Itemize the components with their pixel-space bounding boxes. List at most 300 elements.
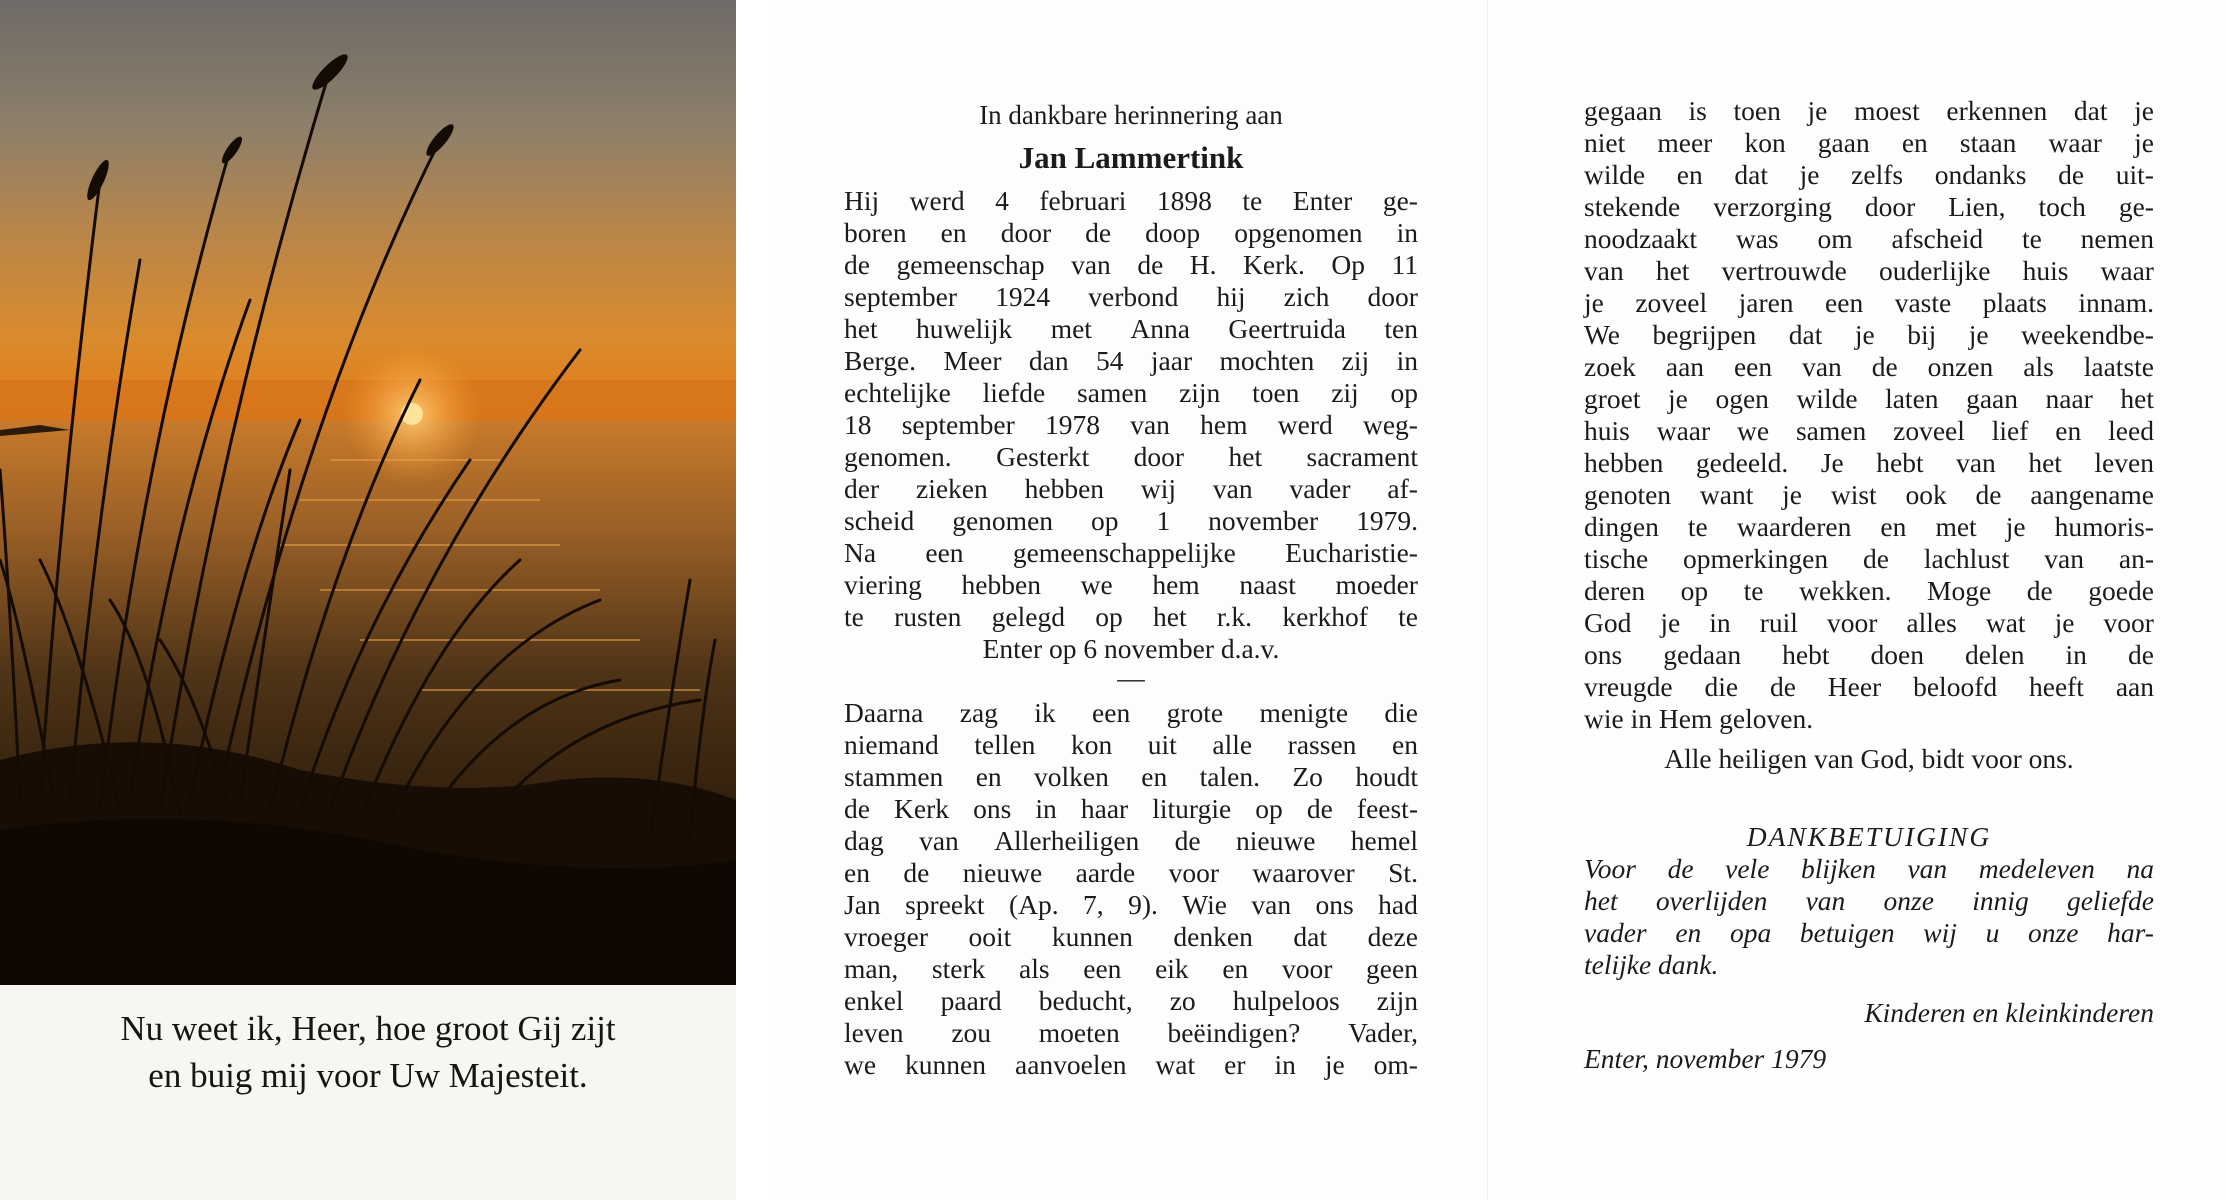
text-line bbox=[844, 569, 1418, 601]
word: lief bbox=[1991, 415, 2029, 446]
word: Berge. bbox=[844, 345, 917, 376]
word: in bbox=[1396, 217, 1418, 248]
text-line bbox=[844, 793, 1418, 825]
text-line bbox=[1584, 639, 2154, 671]
word: hebt bbox=[1876, 447, 1924, 478]
word: van bbox=[1956, 447, 1996, 478]
text-line bbox=[844, 921, 1418, 953]
text-line bbox=[1584, 127, 2154, 159]
word: in bbox=[2065, 639, 2087, 670]
word: har- bbox=[2107, 917, 2154, 948]
word: enkel bbox=[844, 985, 904, 1016]
word: Na bbox=[844, 537, 877, 568]
text-line bbox=[844, 1017, 1418, 1049]
text-line bbox=[844, 825, 1418, 857]
word: ge- bbox=[2118, 191, 2154, 222]
word: je bbox=[1854, 319, 1875, 350]
word: kon bbox=[1070, 729, 1113, 760]
word: door bbox=[1133, 441, 1185, 472]
word: waarderen bbox=[1736, 511, 1852, 542]
word: scheid bbox=[844, 505, 915, 536]
word: vele bbox=[1725, 853, 1770, 884]
word: na bbox=[2126, 853, 2154, 884]
word: deren bbox=[1584, 575, 1646, 606]
word: de bbox=[1863, 543, 1889, 574]
word: feest- bbox=[1356, 793, 1418, 824]
word: waar bbox=[2048, 127, 2102, 158]
word: wat bbox=[1985, 607, 2026, 638]
word: waar bbox=[2100, 255, 2154, 286]
word: delen bbox=[1964, 639, 2025, 670]
word: op bbox=[1090, 505, 1119, 536]
text-line bbox=[1584, 287, 2154, 319]
place-date: Enter, november 1979 bbox=[1584, 1043, 1827, 1074]
text-line bbox=[844, 1049, 1418, 1081]
word: Enter bbox=[1292, 185, 1353, 216]
text-line bbox=[1584, 95, 2154, 127]
word: te bbox=[844, 601, 864, 632]
word: van bbox=[1805, 885, 1846, 916]
word: kon bbox=[1744, 127, 1786, 158]
word: lachlust bbox=[1923, 543, 2010, 574]
word: alles bbox=[1906, 607, 1957, 638]
biography-end: Enter op 6 november d.a.v. bbox=[982, 633, 1280, 664]
word: en bbox=[940, 217, 967, 248]
word: zoek bbox=[1584, 351, 1636, 382]
word: gedeeld. bbox=[1695, 447, 1789, 478]
word: de bbox=[844, 249, 870, 280]
word: Geertruida bbox=[1228, 313, 1346, 344]
word: sterk bbox=[931, 953, 986, 984]
word: 9). bbox=[1128, 889, 1158, 920]
word: aan bbox=[1665, 351, 1705, 382]
word: zelfs bbox=[1851, 159, 1904, 190]
word: jaar bbox=[1150, 345, 1193, 376]
word: november bbox=[1208, 505, 1319, 536]
word: opgenomen bbox=[1234, 217, 1363, 248]
word: met bbox=[1050, 313, 1092, 344]
word: je bbox=[1668, 383, 1688, 414]
word: die bbox=[1384, 697, 1418, 728]
signature: Kinderen en kleinkinderen bbox=[1864, 997, 2154, 1028]
word: toen bbox=[1733, 95, 1781, 126]
word: wist bbox=[1830, 479, 1877, 510]
word: september bbox=[901, 409, 1015, 440]
text-line bbox=[844, 953, 1418, 985]
word: van bbox=[1212, 473, 1253, 504]
word: dag bbox=[844, 825, 884, 856]
word: dat bbox=[1788, 319, 1823, 350]
word: echtelijke bbox=[844, 377, 951, 408]
word: doen bbox=[1870, 639, 1924, 670]
word: hem bbox=[1152, 569, 1200, 600]
word: naast bbox=[1239, 569, 1296, 600]
word: het bbox=[2028, 447, 2062, 478]
reflection-end: wie in Hem geloven. bbox=[1584, 703, 1814, 734]
word: laten bbox=[1885, 383, 1939, 414]
word: je bbox=[2005, 511, 2026, 542]
word: hebben bbox=[1024, 473, 1105, 504]
text-line bbox=[844, 313, 1418, 345]
word: weekendbe- bbox=[2021, 319, 2154, 350]
word: van bbox=[919, 825, 959, 856]
word: kunnen bbox=[905, 1049, 987, 1080]
word: ruil bbox=[1759, 607, 1798, 638]
word: Op bbox=[1331, 249, 1366, 280]
word: niet bbox=[1584, 127, 1626, 158]
word: het bbox=[1584, 885, 1618, 916]
word: nieuwe bbox=[962, 857, 1043, 888]
word: samen bbox=[1795, 415, 1867, 446]
word: menigte bbox=[1259, 697, 1349, 728]
word: voor bbox=[1826, 607, 1878, 638]
word: H. bbox=[1189, 249, 1217, 280]
word: rassen bbox=[1287, 729, 1357, 760]
word: an- bbox=[2118, 543, 2154, 574]
word: Lien, bbox=[1948, 191, 2006, 222]
word: te bbox=[2021, 223, 2042, 254]
word: vertrouwde bbox=[1721, 255, 1847, 286]
word: genomen bbox=[952, 505, 1054, 536]
word: die bbox=[1704, 671, 1739, 702]
word: je bbox=[1968, 319, 1989, 350]
word: We bbox=[1584, 319, 1620, 350]
text-line bbox=[1584, 383, 2154, 415]
word: ook bbox=[1905, 479, 1947, 510]
word: deze bbox=[1367, 921, 1418, 952]
word: aarde bbox=[1075, 857, 1136, 888]
word: aan bbox=[2115, 671, 2154, 702]
word: rusten bbox=[894, 601, 962, 632]
word: en bbox=[975, 761, 1002, 792]
word: u bbox=[1985, 917, 2000, 948]
word: hem bbox=[1200, 409, 1248, 440]
text-line bbox=[844, 985, 1418, 1017]
text-line bbox=[844, 249, 1418, 281]
word: als bbox=[2023, 351, 2054, 382]
word: zijn bbox=[1179, 377, 1221, 408]
text-line bbox=[1584, 917, 2154, 949]
word: zij bbox=[1341, 345, 1370, 376]
word: met bbox=[1935, 511, 1977, 542]
word: blijken bbox=[1801, 853, 1876, 884]
word: liturgie bbox=[1152, 793, 1232, 824]
word: als bbox=[1019, 953, 1050, 984]
word: gelegd bbox=[991, 601, 1065, 632]
word: en bbox=[1676, 159, 1703, 190]
word: geen bbox=[1366, 953, 1418, 984]
word: de bbox=[1174, 825, 1201, 856]
word: 4 bbox=[995, 185, 1009, 216]
text-line bbox=[844, 729, 1418, 761]
word: gemeenschappelijke bbox=[1012, 537, 1236, 568]
word: zo bbox=[1169, 985, 1196, 1016]
word: 11 bbox=[1391, 249, 1418, 280]
word: Daarna bbox=[844, 697, 924, 728]
word: ons bbox=[1584, 639, 1623, 670]
word: Heer bbox=[1827, 671, 1882, 702]
text-line bbox=[844, 377, 1418, 409]
memorial-column-left bbox=[844, 95, 1418, 1081]
word: moeder bbox=[1335, 569, 1418, 600]
word: ouderlijke bbox=[1878, 255, 1991, 286]
word: en bbox=[1880, 511, 1907, 542]
word: ons bbox=[1315, 889, 1354, 920]
word: beloofd bbox=[1913, 671, 1998, 702]
word: is bbox=[1688, 95, 1707, 126]
word: ons bbox=[973, 793, 1012, 824]
text-line bbox=[1584, 255, 2154, 287]
word: je bbox=[1799, 159, 1820, 190]
word: tische bbox=[1584, 543, 1649, 574]
word: stammen bbox=[844, 761, 944, 792]
word: van bbox=[1130, 409, 1170, 440]
word: je bbox=[1782, 479, 1803, 510]
word: van bbox=[1071, 249, 1111, 280]
word: af- bbox=[1387, 473, 1418, 504]
word: humoris- bbox=[2054, 511, 2154, 542]
word: toch bbox=[2038, 191, 2086, 222]
word: liefde bbox=[982, 377, 1046, 408]
word: ogen bbox=[1715, 383, 1769, 414]
word: gegaan bbox=[1584, 95, 1662, 126]
word: uit- bbox=[2115, 159, 2154, 190]
word: de bbox=[1085, 217, 1112, 248]
word: je bbox=[2134, 95, 2154, 126]
word: werd bbox=[1277, 409, 1333, 440]
word: hulpeloos bbox=[1232, 985, 1340, 1016]
word: door bbox=[1000, 217, 1052, 248]
word: opmerkingen bbox=[1683, 543, 1829, 574]
word: verzorging bbox=[1713, 191, 1832, 222]
word: gaan bbox=[1966, 383, 2018, 414]
word: mochten bbox=[1219, 345, 1315, 376]
text-line bbox=[1584, 885, 2154, 917]
word: Wie bbox=[1182, 889, 1227, 920]
word: van bbox=[1907, 853, 1948, 884]
word: te bbox=[1398, 601, 1418, 632]
word: Gesterkt bbox=[996, 441, 1090, 472]
word: zag bbox=[959, 697, 998, 728]
word: groet bbox=[1584, 383, 1641, 414]
word: Kerk bbox=[894, 793, 950, 824]
word: samen bbox=[1077, 377, 1148, 408]
word: en bbox=[1141, 761, 1168, 792]
word: wilde bbox=[1796, 383, 1858, 414]
word: en bbox=[1675, 917, 1702, 948]
text-line bbox=[844, 857, 1418, 889]
word: Meer bbox=[943, 345, 1002, 376]
word: dingen bbox=[1584, 511, 1659, 542]
word: leven bbox=[844, 1017, 904, 1048]
text-line bbox=[1584, 159, 2154, 191]
word: naar bbox=[2045, 383, 2093, 414]
word: nemen bbox=[2080, 223, 2154, 254]
word: in bbox=[1396, 345, 1418, 376]
word: hebben bbox=[961, 569, 1041, 600]
word: beëindigen? bbox=[1167, 1017, 1301, 1048]
word: de bbox=[844, 793, 870, 824]
word: onzen bbox=[1927, 351, 1994, 382]
word: vader bbox=[1584, 917, 1647, 948]
word: genomen. bbox=[844, 441, 952, 472]
word: 1 bbox=[1156, 505, 1171, 536]
front-caption bbox=[0, 1005, 736, 1099]
blessing: Alle heiligen van God, bidt voor ons. bbox=[1664, 743, 2074, 774]
word: noodzaakt bbox=[1584, 223, 1698, 254]
sunset-reeds-photo bbox=[0, 0, 736, 985]
word: gedaan bbox=[1663, 639, 1742, 670]
word: geliefde bbox=[2066, 885, 2154, 916]
word: medeleven bbox=[1978, 853, 2095, 884]
text-line bbox=[1584, 575, 2154, 607]
word: wij bbox=[1923, 917, 1957, 948]
word: gaan bbox=[1817, 127, 1870, 158]
text-line bbox=[1584, 319, 2154, 351]
section-separator: — bbox=[1117, 662, 1145, 693]
word: een bbox=[925, 537, 964, 568]
word: verbond bbox=[1088, 281, 1179, 312]
acknowledgement-title: DANKBETUIGING bbox=[1746, 821, 1992, 852]
word: het bbox=[1228, 441, 1263, 472]
word: grote bbox=[1166, 697, 1224, 728]
word: het bbox=[844, 313, 878, 344]
word: was bbox=[1735, 223, 1779, 254]
text-line bbox=[844, 537, 1418, 569]
acknowledgement-end: telijke dank. bbox=[1584, 949, 1719, 980]
word: uit bbox=[1147, 729, 1177, 760]
word: staan bbox=[1959, 127, 2017, 158]
word: om- bbox=[1373, 1049, 1418, 1080]
caption-line: en buig mij voor Uw Majesteit. bbox=[148, 1056, 588, 1095]
memorial-column-right bbox=[1584, 95, 2154, 1075]
word: kunnen bbox=[1051, 921, 1133, 952]
word: dat bbox=[2073, 95, 2108, 126]
word: nieuwe bbox=[1236, 825, 1316, 856]
text-line bbox=[844, 473, 1418, 505]
text-line bbox=[1584, 853, 2154, 885]
word: paard bbox=[940, 985, 1002, 1016]
word: Hij bbox=[844, 185, 880, 216]
word: door bbox=[1864, 191, 1916, 222]
word: gemeenschap bbox=[896, 249, 1045, 280]
word: houdt bbox=[1355, 761, 1418, 792]
word: en bbox=[1901, 127, 1928, 158]
word: volken bbox=[1034, 761, 1109, 792]
word: je bbox=[2054, 607, 2075, 638]
text-line bbox=[1584, 351, 2154, 383]
text-line bbox=[844, 505, 1418, 537]
word: we bbox=[1080, 569, 1113, 600]
word: r.k. bbox=[1216, 601, 1253, 632]
reflection-part-2 bbox=[1584, 95, 2154, 703]
word: vreugde bbox=[1584, 671, 1673, 702]
word: waarover bbox=[1252, 857, 1355, 888]
word: vroeger bbox=[844, 921, 928, 952]
word: het bbox=[1153, 601, 1187, 632]
word: had bbox=[1378, 889, 1418, 920]
word: aanvoelen bbox=[1014, 1049, 1127, 1080]
word: 1924 bbox=[995, 281, 1051, 312]
word: (Ap. bbox=[1008, 889, 1059, 920]
word: zou bbox=[951, 1017, 992, 1048]
reflection-part-1 bbox=[844, 697, 1418, 1081]
word: een bbox=[1092, 697, 1131, 728]
word: de bbox=[2127, 639, 2154, 670]
text-line bbox=[844, 217, 1418, 249]
word: te bbox=[1743, 575, 1764, 606]
word: op bbox=[1255, 793, 1283, 824]
word: er bbox=[1224, 1049, 1246, 1080]
word: en bbox=[844, 857, 870, 888]
caption-line: Nu weet ik, Heer, hoe groot Gij zijt bbox=[120, 1009, 616, 1048]
word: hemel bbox=[1350, 825, 1418, 856]
word: op bbox=[1095, 601, 1123, 632]
word: zij bbox=[1331, 377, 1359, 408]
word: wij bbox=[1140, 473, 1177, 504]
word: september bbox=[844, 281, 958, 312]
word: hij bbox=[1216, 281, 1246, 312]
word: vaste bbox=[1894, 287, 1952, 318]
word: je bbox=[1324, 1049, 1345, 1080]
word: God bbox=[1584, 607, 1632, 638]
word: goede bbox=[2088, 575, 2154, 606]
word: de bbox=[2058, 159, 2085, 190]
word: de bbox=[1871, 351, 1898, 382]
text-line bbox=[1584, 415, 2154, 447]
text-line bbox=[1584, 191, 2154, 223]
word: ondanks bbox=[1934, 159, 2027, 190]
front-card bbox=[0, 0, 736, 1200]
word: van bbox=[1251, 889, 1292, 920]
word: kerkhof bbox=[1282, 601, 1368, 632]
word: moest bbox=[1854, 95, 1920, 126]
word: voor bbox=[1168, 857, 1219, 888]
word: je bbox=[1584, 287, 1604, 318]
word: afscheid bbox=[1891, 223, 1984, 254]
word: wat bbox=[1155, 1049, 1196, 1080]
word: der bbox=[844, 473, 880, 504]
word: boren bbox=[844, 217, 907, 248]
word: eik bbox=[1155, 953, 1189, 984]
word: te bbox=[1242, 185, 1263, 216]
intro-text: In dankbare herinnering aan bbox=[979, 100, 1283, 130]
word: voor bbox=[1281, 953, 1333, 984]
text-line bbox=[844, 281, 1418, 313]
word: de bbox=[1975, 479, 2002, 510]
word: we bbox=[844, 1049, 877, 1080]
word: te bbox=[1687, 511, 1708, 542]
deceased-name: Jan Lammertink bbox=[1018, 140, 1244, 175]
word: hebben bbox=[1584, 447, 1664, 478]
text-line bbox=[1584, 479, 2154, 511]
word: talen. bbox=[1199, 761, 1260, 792]
word: zich bbox=[1283, 281, 1330, 312]
word: zoveel bbox=[1635, 287, 1708, 318]
word: en bbox=[1222, 953, 1249, 984]
word: hebt bbox=[1782, 639, 1830, 670]
acknowledgement-text bbox=[1584, 853, 2154, 949]
word: zoveel bbox=[1893, 415, 1965, 446]
word: aangename bbox=[2030, 479, 2154, 510]
text-line bbox=[844, 409, 1418, 441]
word: de bbox=[1667, 853, 1694, 884]
word: wekken. bbox=[1799, 575, 1892, 606]
word: stekende bbox=[1584, 191, 1681, 222]
word: dat bbox=[1734, 159, 1768, 190]
word: jaren bbox=[1738, 287, 1794, 318]
word: zieken bbox=[915, 473, 988, 504]
